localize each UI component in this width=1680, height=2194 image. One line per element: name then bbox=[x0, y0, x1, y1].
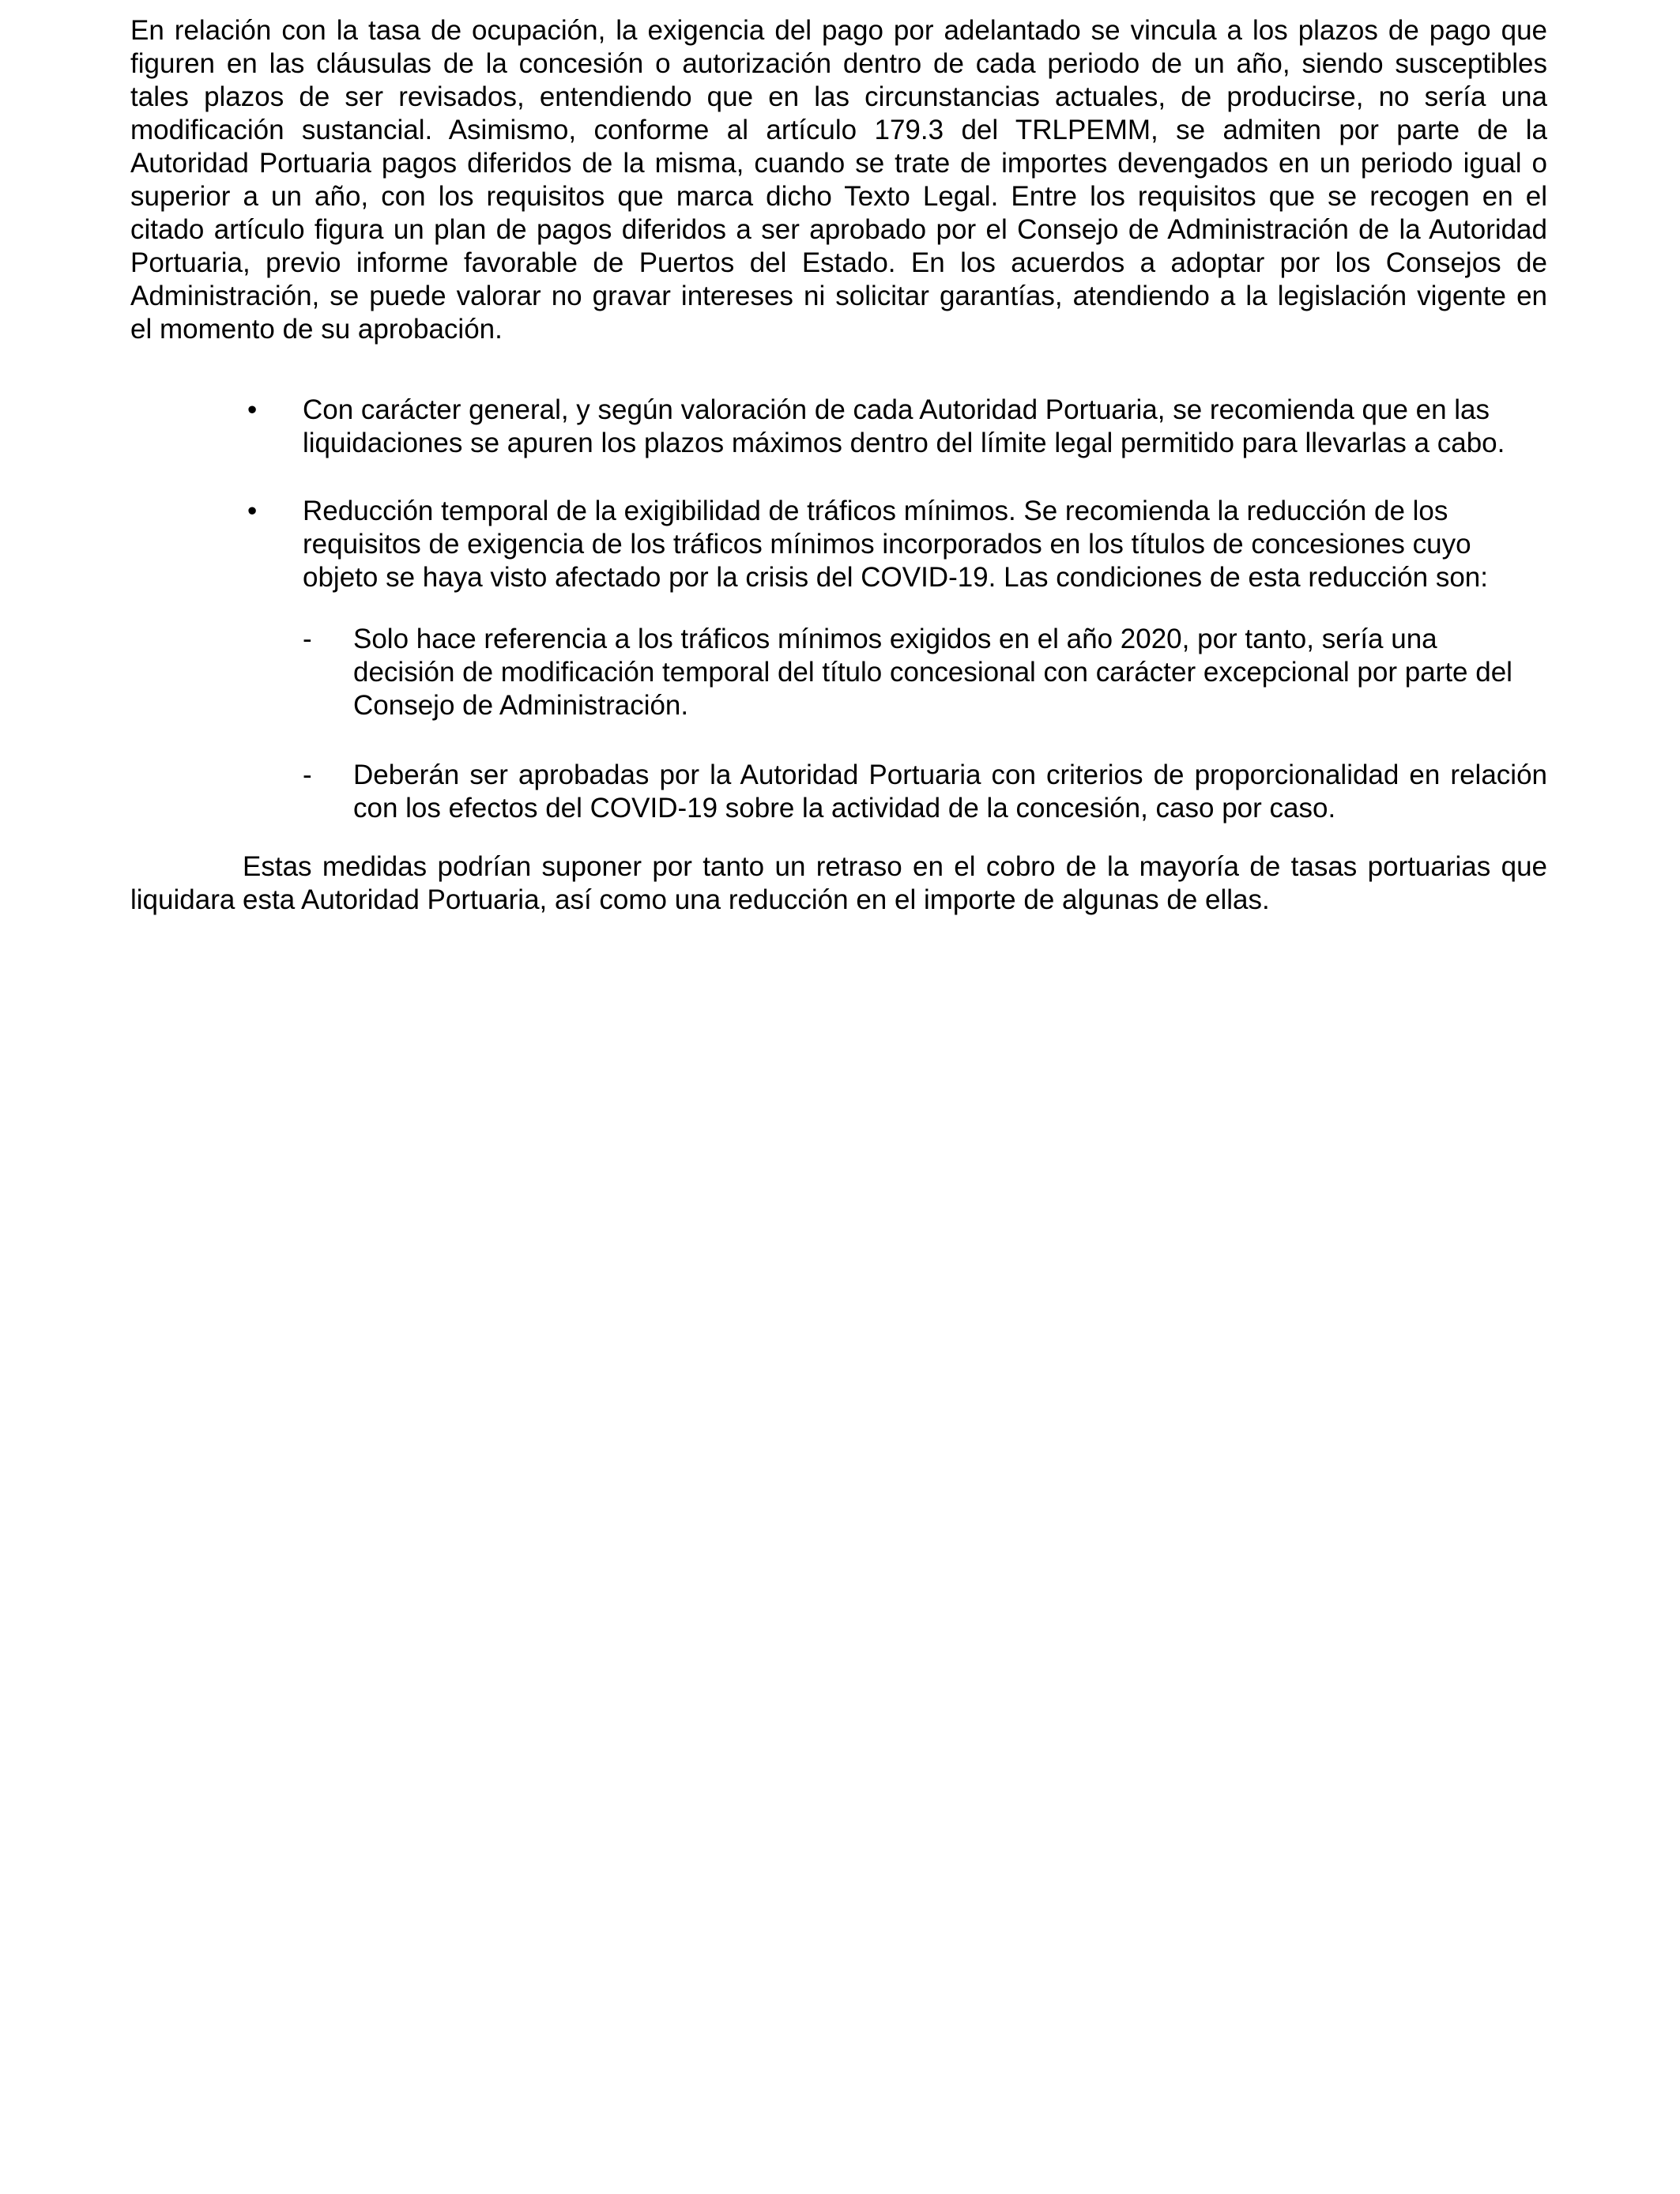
text-line: citado artículo figura un plan de pagos diferidos a ser aprobado por el Consejo de Administración de la Autoridad bbox=[130, 214, 1547, 245]
intro-paragraph bbox=[130, 14, 1547, 346]
text-line: Solo hace referencia a los tráficos mínimos exigidos en el año 2020, por tanto, sería una bbox=[353, 624, 1437, 654]
bullet-item-2 bbox=[130, 495, 1547, 594]
text-line: figuren en las cláusulas de la concesión o autorización dentro de cada periodo de un año, siendo susceptibles bbox=[130, 48, 1547, 79]
bullet-icon: • bbox=[247, 394, 258, 425]
dash-item-2 bbox=[130, 759, 1547, 825]
text-line: requisitos de exigencia de los tráficos mínimos incorporados en los títulos de concesiones cuyo bbox=[303, 529, 1471, 560]
text-line: liquidaciones se apuren los plazos máximos dentro del límite legal permitido para llevarlas a cabo. bbox=[303, 428, 1505, 458]
text-line: con los efectos del COVID-19 sobre la actividad de la concesión, caso por caso. bbox=[353, 793, 1336, 824]
text-line: Autoridad Portuaria pagos diferidos de la misma, cuando se trate de importes devengados en un periodo igual o bbox=[130, 148, 1547, 179]
text-line: el momento de su aprobación. bbox=[130, 314, 503, 345]
dash-icon: - bbox=[303, 760, 312, 790]
dash-icon: - bbox=[303, 624, 312, 654]
text-line: En relación con la tasa de ocupación, la exigencia del pago por adelantado se vincula a los plazos de pago que bbox=[130, 15, 1547, 46]
text-line: Con carácter general, y según valoración de cada Autoridad Portuaria, se recomienda que en las bbox=[303, 394, 1490, 425]
text-line: liquidara esta Autoridad Portuaria, así como una reducción en el importe de algunas de ellas. bbox=[130, 884, 1270, 915]
text-line: objeto se haya visto afectado por la crisis del COVID-19. Las condiciones de esta reducción son: bbox=[303, 562, 1488, 593]
bullet-icon: • bbox=[247, 496, 258, 526]
text-line: superior a un año, con los requisitos que marca dicho Texto Legal. Entre los requisitos que se recogen en el bbox=[130, 181, 1547, 212]
dash-item-1 bbox=[130, 623, 1547, 722]
text-line: modificación sustancial. Asimismo, conforme al artículo 179.3 del TRLPEMM, se admiten por parte de la bbox=[130, 115, 1547, 145]
text-line: Estas medidas podrían suponer por tanto un retraso en el cobro de la mayoría de tasas portuarias que bbox=[243, 851, 1547, 882]
text-line: Reducción temporal de la exigibilidad de tráficos mínimos. Se recomienda la reducción de los bbox=[303, 496, 1448, 526]
text-line: Consejo de Administración. bbox=[353, 690, 689, 721]
text-line: decisión de modificación temporal del título concesional con carácter excepcional por parte del bbox=[353, 657, 1512, 688]
text-line: Administración, se puede valorar no gravar intereses ni solicitar garantías, atendiendo a la legislación vigente en bbox=[130, 281, 1547, 311]
text-line: Deberán ser aprobadas por la Autoridad Portuaria con criterios de proporcionalidad en relación bbox=[353, 760, 1547, 790]
document-content bbox=[130, 14, 1547, 917]
bullet-item-1 bbox=[130, 394, 1547, 460]
closing-paragraph bbox=[130, 850, 1547, 917]
text-line: Portuaria, previo informe favorable de Puertos del Estado. En los acuerdos a adoptar por los Consejos de bbox=[130, 247, 1547, 278]
text-line: tales plazos de ser revisados, entendiendo que en las circunstancias actuales, de producirse, no sería una bbox=[130, 81, 1547, 112]
